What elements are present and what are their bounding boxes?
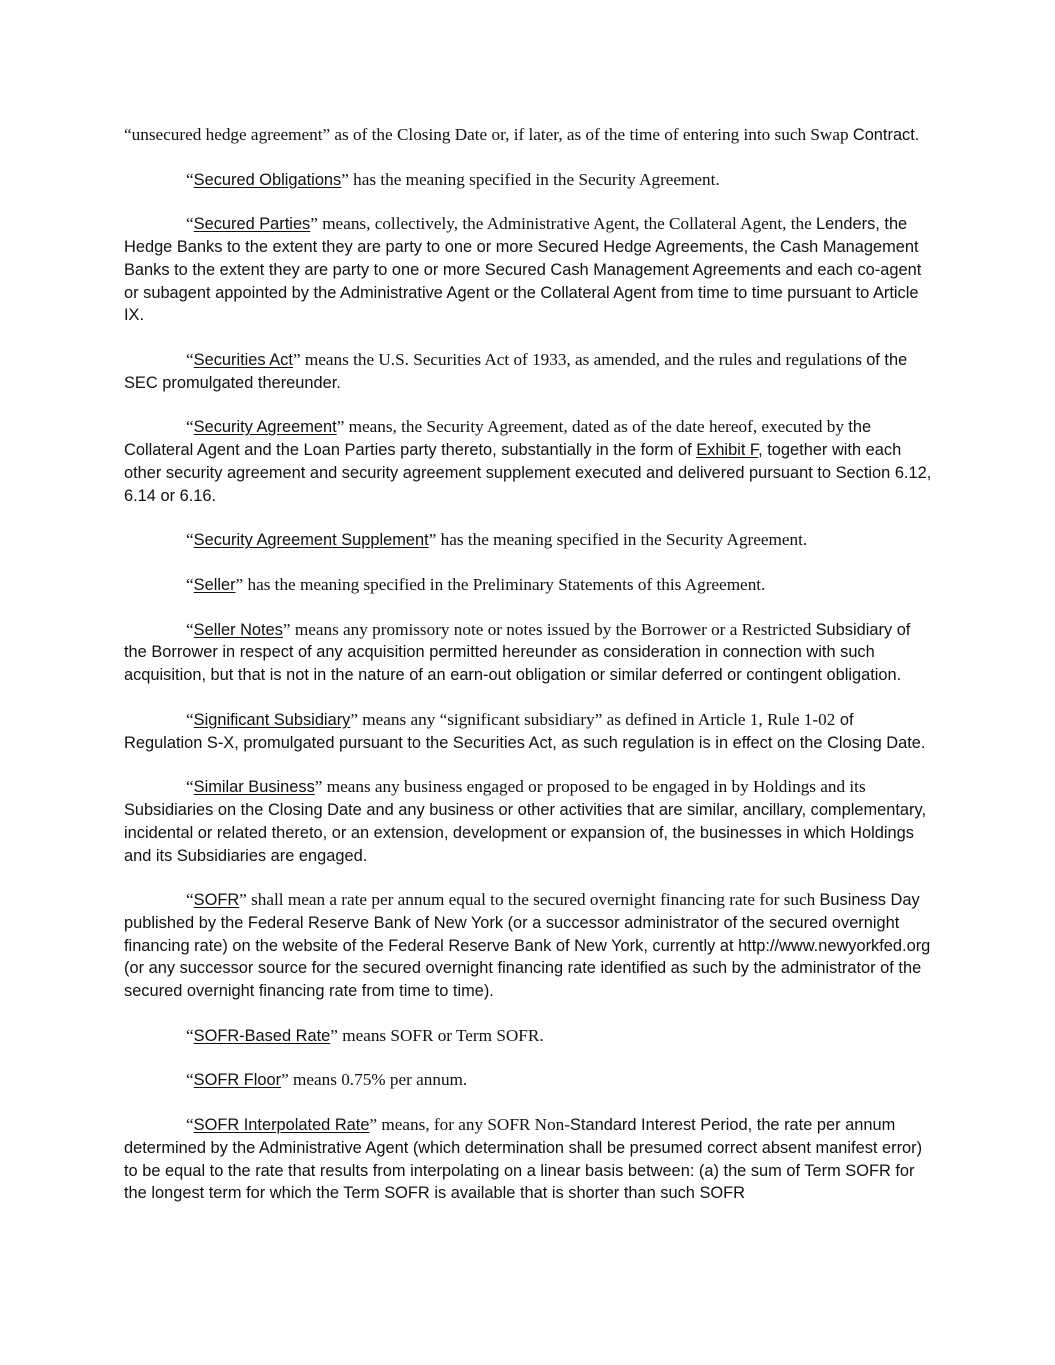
definition-security-agreement-supplement: “Security Agreement Supplement” has the meaning specified in the Security Agreement. [186, 530, 808, 550]
document-page [124, 124, 932, 1227]
definition-similar-business: “Similar Business” means any business engaged or proposed to be engaged in by Holdings and its Subsidiaries on the Closing Date and any business or other activities that are similar, ancillary, complementary, incidental or related thereto, or an extension, development or expansion of, the businesses in which Holdings and its Subsidiaries are engaged. [124, 777, 927, 865]
defined-term: Similar Business [193, 778, 315, 797]
definition-sofr-based-rate: “SOFR-Based Rate” means SOFR or Term SOFR. [186, 1025, 544, 1045]
defined-term: Significant Subsidiary [193, 710, 351, 729]
definition-security-agreement: “Security Agreement” means, the Security Agreement, dated as of the date hereof, executed by the Collateral Agent and the Loan Parties party thereto, substantially in the form of Exhibit F, together with each other security agreement and security agreement supplement executed and delivered pursuant to Section 6.12, 6.14 or 6.16. [124, 417, 932, 505]
defined-term: Securities Act [193, 350, 293, 369]
defined-term: Security Agreement [193, 418, 337, 437]
defined-term: Seller [193, 575, 236, 594]
definition-seller: “Seller” has the meaning specified in the Preliminary Statements of this Agreement. [186, 574, 766, 594]
definition-secured-parties: “Secured Parties” means, collectively, the Administrative Agent, the Collateral Agent, the Lenders, the Hedge Banks to the extent they are party to one or more Secured Hedge Agreements, the Cash Management Banks to the extent they are party to one or more Secured Cash Management Agreements and each co-agent or subagent appointed by the Administrative Agent or the Collateral Agent from time to time pursuant to Article IX. [124, 214, 922, 325]
definition-seller-notes: “Seller Notes” means any promissory note or notes issued by the Borrower or a Restricted Subsidiary of the Borrower in respect of any acquisition permitted hereunder as consideration in connection with such acquisition, but that is not in the nature of an earn-out obligation or similar deferred or contingent obligation. [124, 619, 911, 685]
definition-secured-obligations: “Secured Obligations” has the meaning specified in the Security Agreement. [186, 169, 720, 189]
defined-term: SOFR [193, 891, 240, 910]
defined-term: SOFR Interpolated Rate [193, 1116, 370, 1135]
definition-significant-subsidiary: “Significant Subsidiary” means any “significant subsidiary” as defined in Article 1, Rule 1-02 of Regulation S-X, promulgated pursuant to the Securities Act, as such regulation is in effect on the Closing Date. [124, 709, 926, 752]
defined-term: SOFR Floor [193, 1071, 282, 1090]
defined-term: SOFR-Based Rate [193, 1026, 331, 1045]
definition-securities-act: “Securities Act” means the U.S. Securities Act of 1933, as amended, and the rules and regulations of the SEC promulgated thereunder. [124, 349, 908, 392]
definition-sofr-floor: “SOFR Floor” means 0.75% per annum. [186, 1070, 468, 1090]
defined-term: Seller Notes [193, 620, 283, 639]
defined-term: Secured Parties [193, 215, 311, 234]
exhibit-reference: Exhibit F [696, 441, 759, 460]
definition-sofr: “SOFR” shall mean a rate per annum equal to the secured overnight financing rate for such Business Day published by the Federal Reserve Bank of New York (or a successor administrator of the secured overnight financing rate) on the website of the Federal Reserve Bank of New York, currently at http://www.newyorkfed.org (or any successor source for the secured overnight financing rate identified as such by the administrator of the secured overnight financing rate from time to time). [124, 890, 931, 1001]
continuation-paragraph: “unsecured hedge agreement” as of the Closing Date or, if later, as of the time of entering into such Swap Contract. [124, 125, 920, 144]
definition-sofr-interpolated-rate: “SOFR Interpolated Rate” means, for any SOFR Non-Standard Interest Period, the rate per annum determined by the Administrative Agent (which determination shall be presumed correct absent manifest error) to be equal to the rate that results from interpolating on a linear basis between: (a) the sum of Term SOFR for the longest term for which the Term SOFR is available that is shorter than such SOFR [124, 1115, 923, 1203]
defined-term: Secured Obligations [193, 170, 342, 189]
defined-term: Security Agreement Supplement [193, 531, 429, 550]
